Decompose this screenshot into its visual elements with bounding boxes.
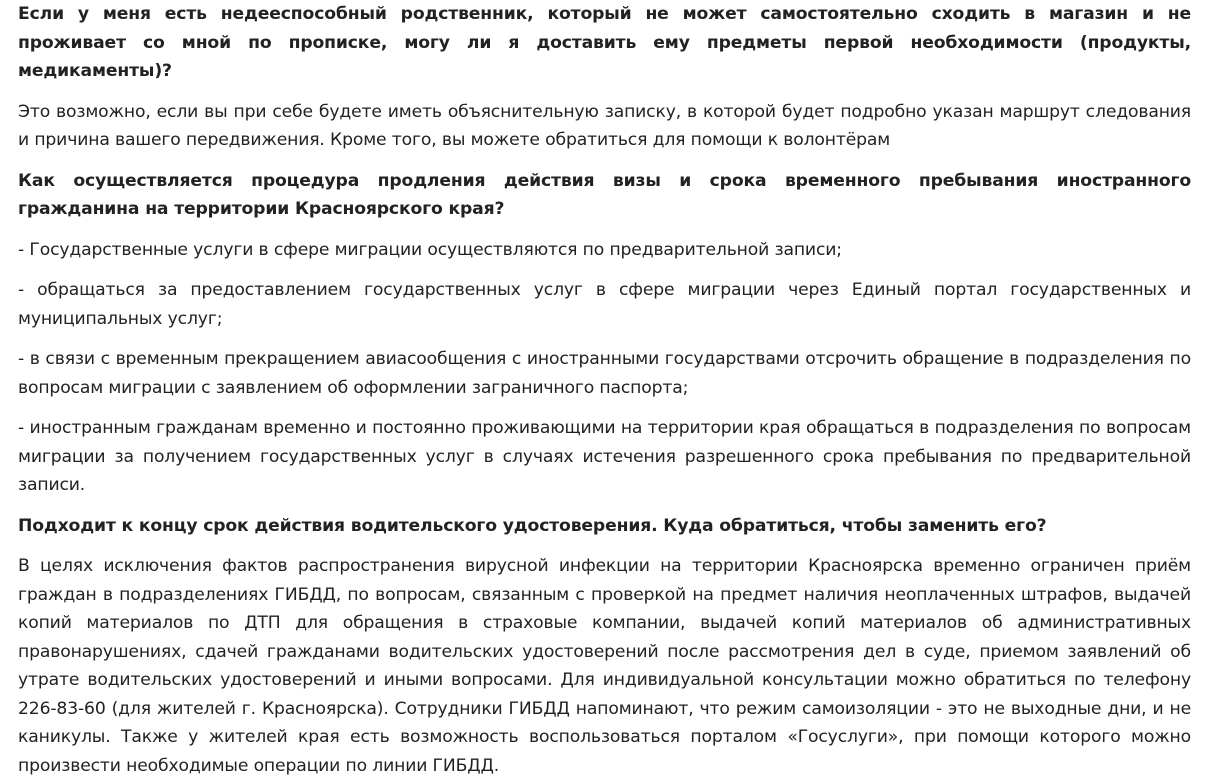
faq-question-1: Если у меня есть недееспособный родственник, который не может самостоятельно сходить в магазин и не проживает со мной по прописке, могу ли я доставить ему предметы первой необходимости (продукты, медикаменты)? <box>18 4 1191 81</box>
faq-answer-2-item-3: - в связи с временным прекращением авиасообщения с иностранными государствами отсрочить обращение в подразделения по вопросам миграции с заявлением об оформлении заграничного паспорта; <box>18 349 1191 398</box>
faq-answer-2-item-4: - иностранным гражданам временно и постоянно проживающими на территории края обращаться в подразделения по вопросам миграции за получением государственных услуг в случаях истечения разрешенного срока пребывания по предварительной записи. <box>18 418 1191 495</box>
spacer <box>18 500 1191 512</box>
faq-answer-2-item-2: - обращаться за предоставлением государственных услуг в сфере миграции через Единый портал государственных и муниципальных услуг; <box>18 280 1191 329</box>
faq-answer-3: В целях исключения фактов распространения вирусной инфекции на территории Красноярска временно ограничен приём граждан в подразделениях ГИБДД, по вопросам, связанным с проверкой на предмет наличия неоплаченных штрафов, выдачей копий материалов по ДТП для обращения в страховые компании, выдачей копий материалов об административных правонарушениях, сдачей гражданами водительских удостоверений после рассмотрения дел в суде, приемом заявлений об утрате водительских удостоверений и иными вопросами. Для индивидуальной консультации можно обратиться по телефону 226-83-60 (для жителей г. Красноярска). Сотрудники ГИБДД напоминают, что режим самоизоляции - это не выходные дни, и не каникулы. Также у жителей края есть возможность воспользоваться порталом «Госуслуги», при помощи которого можно произвести необходимые операции по линии ГИБДД. <box>18 556 1191 776</box>
faq-answer-2-item-1: - Государственные услуги в сфере миграции осуществляются по предварительной записи; <box>18 239 842 260</box>
spacer <box>18 224 1191 236</box>
spacer <box>18 264 1191 276</box>
spacer <box>18 333 1191 345</box>
spacer <box>18 155 1191 167</box>
spacer <box>18 86 1191 98</box>
spacer <box>18 402 1191 414</box>
faq-question-3: Подходит к концу срок действия водительского удостоверения. Куда обратиться, чтобы заменить его? <box>18 515 1047 536</box>
faq-question-2: Как осуществляется процедура продления действия визы и срока временного пребывания иностранного гражданина на территории Красноярского края? <box>18 170 1191 219</box>
faq-answer-1: Это возможно, если вы при себе будете иметь объяснительную записку, в которой будет подробно указан маршрут следования и причина вашего передвижения. Кроме того, вы можете обратиться для помощи к волонтёрам <box>18 101 1191 150</box>
spacer <box>18 540 1191 552</box>
